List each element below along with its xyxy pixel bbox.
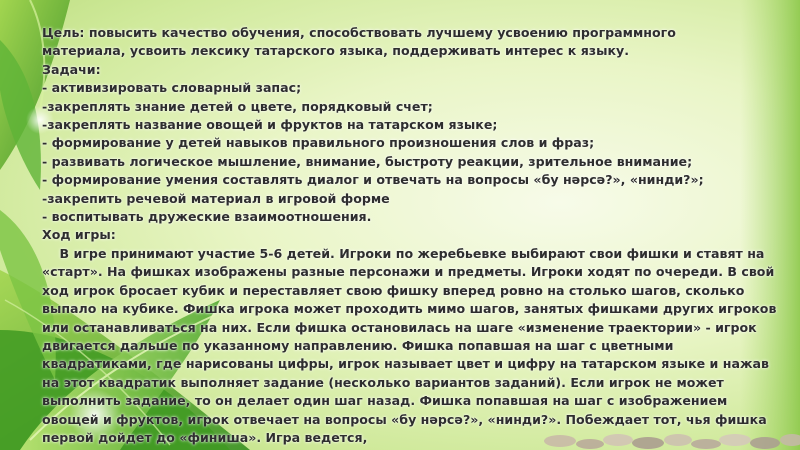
goal-line-1: Цель: повысить качество обучения, способствовать лучшему усвоению программного [42,25,676,40]
task-item: - воспитывать дружеские взаимоотношения. [42,209,372,225]
task-item: - формирование умения составлять диалог и отвечать на вопросы «бу нәрсә?», «нинди?»; [42,172,704,188]
task-item: - формирование у детей навыков правильного произношения слов и фраз; [42,135,595,151]
task-item: -закреплять знание детей о цвете, порядковый счет; [42,98,433,114]
task-item: -закрепить речевой материал в игровой форме [42,190,390,206]
game-description-text: В игре принимают участие 5-6 детей. Игроки по жеребьевке выбирают свои фишки и ставят на «старт». На фишках изображены разные персонажи и предметы. Игроки ходят по очереди. В свой ход игрок бросает кубик и переставляет свою фишку вперед ровно на столько шагов, сколько выпало на кубике. Фишка игрока может проходить мимо шагов, занятых фишками других игроков или останавливаться на них. Если фишка остановилась на шаге «изменение траектории» - игрок двигается дальше по указанному направлению. Фишка попавшая на шаг с цветными квадратиками, где нарисованы цифры, игрок называет цвет и цифру на татарском языке и нажав на этот квадратик выполняет задание (несколько вариантов заданий). Если игрок не может выполнить задание, то он делает один шаг назад. Фишка попавшая на шаг с изображением овощей и фруктов, игрок отвечает на вопросы «бу нәрсә?», «нинди?». Побеждает тот, чья фишка первой дойдет до «финиша». Игра ведется, [42,245,777,445]
slide-text [42,24,782,447]
task-item: - развивать логическое мышление, внимание, быстроту реакции, зрительное внимание; [42,153,693,169]
tasks-heading: Задачи: [42,61,101,77]
game-heading: Ход игры: [42,227,116,243]
task-item: - активизировать словарный запас; [42,80,302,96]
goal-line-2: материала, усвоить лексику татарского языка, поддерживать интерес к языку. [42,43,630,59]
game-description [42,245,782,447]
task-item: -закреплять название овощей и фруктов на татарском языке; [42,117,498,133]
